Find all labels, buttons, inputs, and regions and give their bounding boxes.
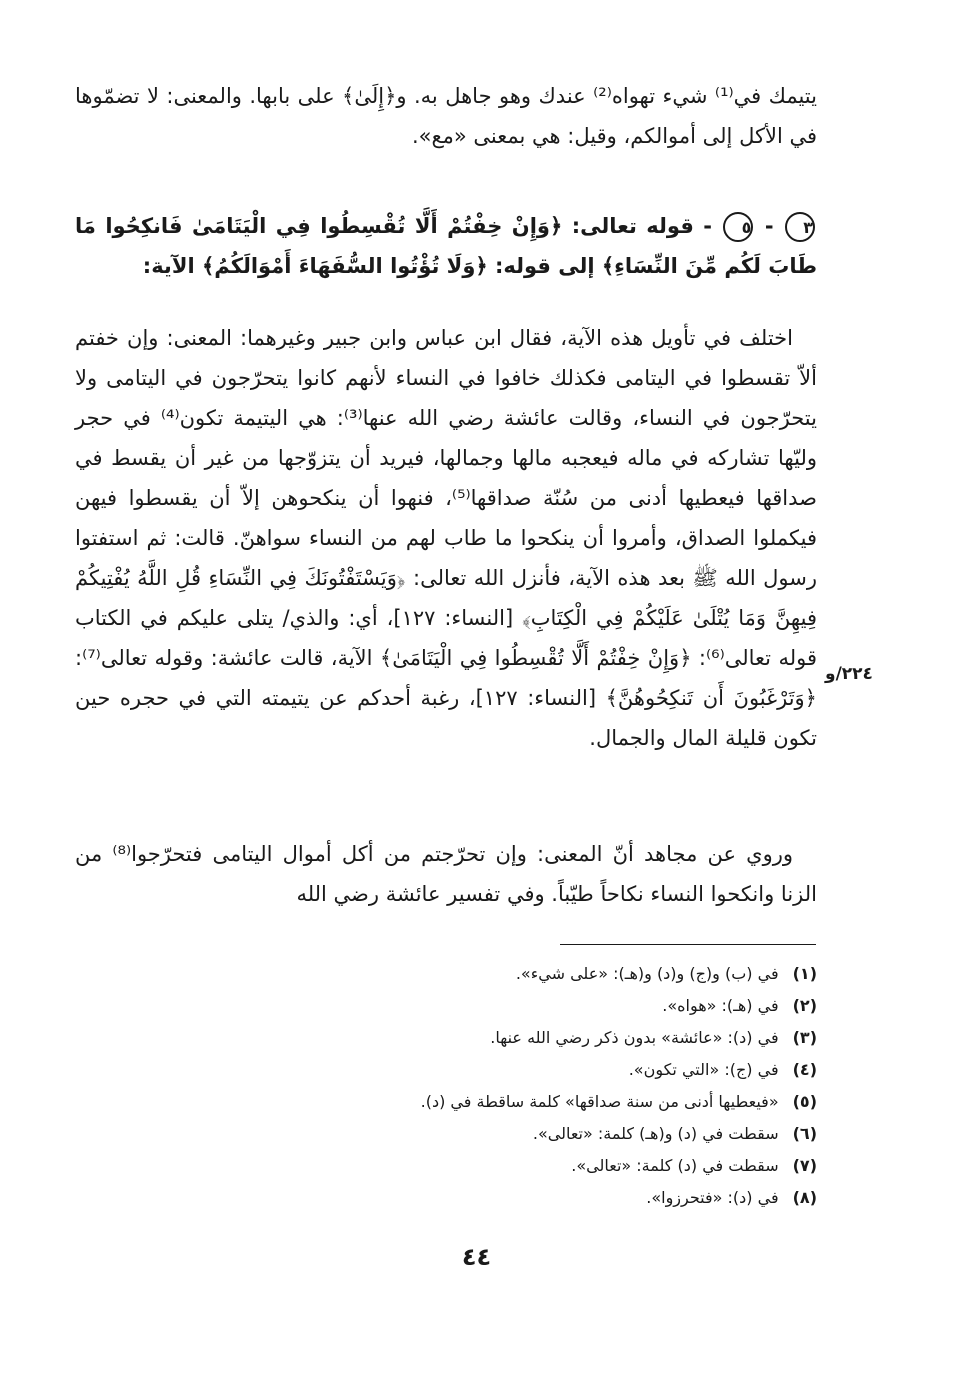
footnotes-list — [200, 958, 817, 1214]
footnote-item — [200, 1022, 817, 1054]
footnote-number: (١) — [792, 964, 817, 983]
paragraph-commentary: اختلف في تأويل هذه الآية، فقال ابن عباس وابن جبير وغيرهما: المعنى: وإن خفتم ألاّ تقسطوا في اليتامى فكذلك خافوا في النساء لأنهم كانوا يتحرّجون في اليتامى ولا يتحرّجون في النساء، وقالت عائشة رضي الله عنها⁽³⁾: هي اليتيمة تكون⁽⁴⁾ في حجر وليّها تشاركه في ماله فيعجبه مالها وجمالها، فيريد أن يتزوّجها من غير أن يقسط في صداقها فيعطيها أدنى من سُنّة صداقها⁽⁵⁾، فنهوا أن ينكحوهن إلاّ أن يقسطوا فيهن فيكملوا الصداق، وأمروا أن ينكحوا ما طاب لهم من النساء سواهنّ. قالت: ثم استفتوا رسول الله ﷺ بعد هذه الآية، فأنزل الله تعالى: ﴿وَيَسْتَفْتُونَكَ فِي النِّسَاءِ قُلِ اللَّهُ يُفْتِيكُمْ فِيهِنَّ وَمَا يُتْلَىٰ عَلَيْكُمْ فِي الْكِتَابِ﴾ [النساء: ١٢٧]، أي: والذي/ يتلى عليكم في الكتاب قوله تعالى⁽⁶⁾: ﴿وَإِنْ خِفْتُمْ أَلَّا تُقْسِطُوا فِي الْيَتَامَىٰ﴾ الآية، قالت عائشة: وقوله تعالى⁽⁷⁾: ﴿وَتَرْغَبُونَ أَن تَنكِحُوهُنَّ﴾ [النساء: ١٢٧]، رغبة أحدكم عن يتيمته التي في حجره حين تكون قليلة المال والجمال. — [75, 326, 818, 750]
footnote-number: (٢) — [792, 996, 817, 1015]
footnote-item — [200, 1182, 817, 1214]
verse-heading: ٣ - ٥ - قوله تعالى: ﴿وَإِنْ خِفْتُمْ أَلَّا تُقْسِطُوا فِي الْيَتَامَىٰ فَانكِحُوا مَا طَابَ لَكُم مِّنَ النِّسَاءِ﴾ إلى قوله: ﴿وَلَا تُؤْتُوا السُّفَهَاءَ أَمْوَالَكُمُ﴾ الآية: — [75, 214, 817, 278]
footnote-text: سقطت في (د) و(هـ) كلمة: «تعالى». — [532, 1124, 779, 1143]
footnote-text: في (د): «عائشة» بدون ذكر رضي الله عنها. — [490, 1028, 779, 1047]
footnote-text: في (ج): «التي تكون». — [628, 1060, 779, 1079]
manuscript-folio-note: ٢٢٤/و — [825, 664, 873, 684]
footnote-item — [200, 1054, 817, 1086]
footnote-item — [200, 1150, 817, 1182]
footnote-number: (٨) — [792, 1188, 817, 1207]
footnote-number: (٤) — [792, 1060, 817, 1079]
footnote-divider — [560, 944, 816, 945]
footnote-item — [200, 1118, 817, 1150]
footnote-text: في (ب) و(ج) و(د) و(هـ): «على شيء». — [515, 964, 779, 983]
footnote-item — [200, 990, 817, 1022]
footnote-number: (٣) — [792, 1028, 817, 1047]
footnote-number: (٥) — [792, 1092, 817, 1111]
circled-number-3: ٣ — [785, 212, 815, 242]
footnote-item — [200, 1086, 817, 1118]
circled-number-5: ٥ — [723, 212, 753, 242]
footnote-text: «فيعطيها أدنى من سنة صداقها» كلمة ساقطة في (د). — [420, 1092, 779, 1111]
page-number: ٤٤ — [461, 1243, 492, 1271]
footnote-text: سقطت في (د) كلمة: «تعالى». — [571, 1156, 779, 1175]
footnote-text: في (د): «فتحرزوا». — [646, 1188, 779, 1207]
footnote-text: في (هـ): «هواه». — [662, 996, 779, 1015]
paragraph-mujahid: وروي عن مجاهد أنّ المعنى: وإن تحرّجتم من أكل أموال اليتامى فتحرّجوا⁽⁸⁾ من الزنا وانكحوا النساء نكاحاً طيّباً. وفي تفسير عائشة رضي الله — [75, 842, 817, 906]
footnote-item — [200, 958, 817, 990]
footnote-number: (٦) — [792, 1124, 817, 1143]
paragraph-continuation: يتيمك في⁽¹⁾ شيء تهواه⁽²⁾ عندك وهو جاهل به. و﴿إِلَىٰ﴾ على بابها. والمعنى: لا تضمّوها في الأكل إلى أموالكم، وقيل: هي بمعنى «مع». — [75, 84, 817, 148]
footnote-number: (٧) — [792, 1156, 817, 1175]
verse-heading-text: قوله تعالى: ﴿وَإِنْ خِفْتُمْ أَلَّا تُقْسِطُوا فِي الْيَتَامَىٰ فَانكِحُوا مَا طَابَ لَكُم مِّنَ النِّسَاءِ﴾ إلى قوله: ﴿وَلَا تُؤْتُوا السُّفَهَاءَ أَمْوَالَكُمُ﴾ الآية: — [75, 214, 817, 278]
